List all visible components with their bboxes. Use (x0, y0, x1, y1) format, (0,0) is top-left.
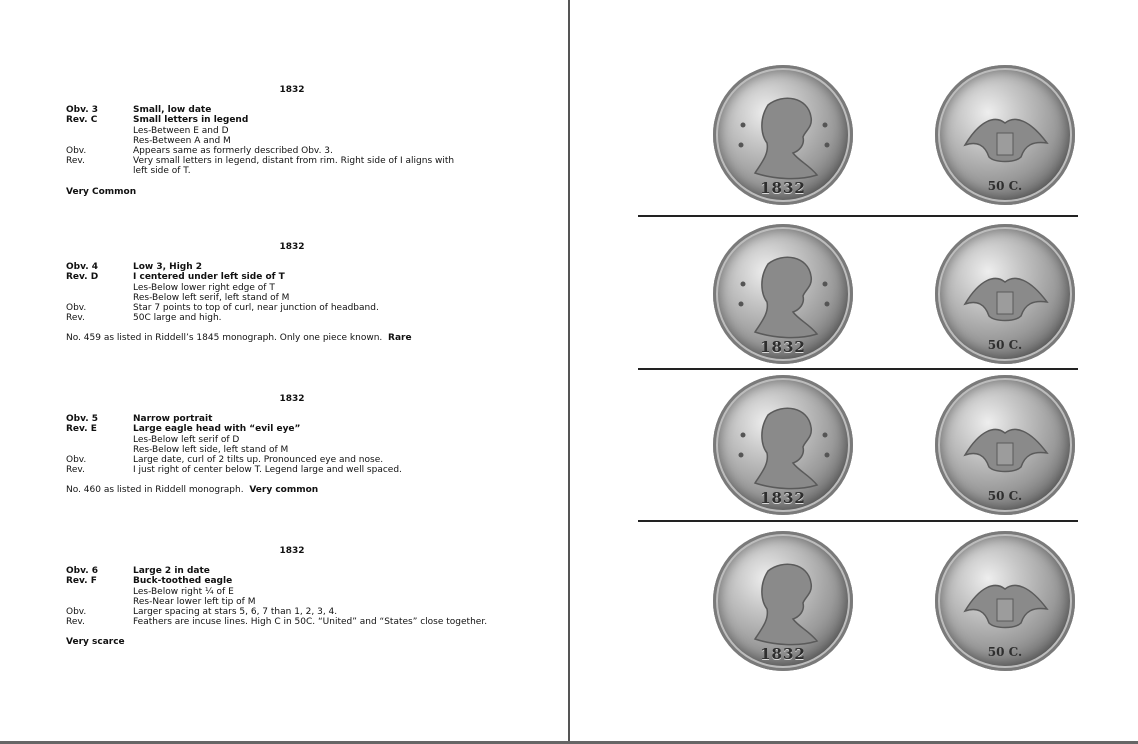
obverse-description: Larger spacing at stars 5, 6, 7 than 1, 2, 3, 4. (133, 607, 338, 618)
entry-year: 1832 (279, 85, 305, 95)
coin-denomination: 50 C. (987, 645, 1023, 659)
reverse-description: Feathers are incuse lines. High C in 50C. “United” and “States” close together. (133, 617, 488, 628)
variety-entry-4 (66, 546, 536, 648)
left-edge-position: Les-Below lower right edge of T (133, 282, 275, 293)
right-edge-position: Res-Between A and M (133, 135, 231, 146)
reverse-desc-label: Rev. (66, 156, 85, 167)
reverse-title: I centered under left side of T (133, 272, 285, 283)
coin-reverse-2 (935, 224, 1075, 364)
rarity-rating: Very scarce (66, 637, 125, 648)
coin-date: 1832 (760, 179, 806, 197)
variety-entry-1 (66, 85, 536, 197)
reverse-label: Rev. D (66, 272, 99, 283)
obverse-description: Star 7 points to top of curl, near junction of headband. (133, 303, 379, 314)
coin-date: 1832 (760, 489, 806, 507)
obverse-desc-label: Obv. (66, 303, 87, 314)
reverse-title: Buck-toothed eagle (133, 576, 233, 587)
coin-obverse-3 (713, 375, 853, 515)
variety-entry-3 (66, 394, 536, 496)
reverse-description: I just right of center below T. Legend large and well spaced. (133, 465, 402, 476)
reverse-title: Large eagle head with “evil eye” (133, 424, 301, 435)
obverse-desc-label: Obv. (66, 607, 87, 618)
obverse-desc-label: Obv. (66, 146, 87, 157)
rarity-rating: Rare (388, 333, 412, 344)
obverse-label: Obv. 6 (66, 566, 99, 577)
reverse-desc-label: Rev. (66, 313, 85, 324)
obverse-label: Obv. 5 (66, 414, 99, 425)
coin-denomination: 50 C. (987, 338, 1023, 352)
coin-date: 1832 (760, 645, 806, 663)
right-edge-position: Res-Below left serif, left stand of M (133, 292, 290, 303)
row-separator (638, 215, 1078, 217)
rarity-note: No. 459 as listed in Riddell’s 1845 monograph. Only one piece known. Rare (66, 333, 412, 344)
obverse-title: Small, low date (133, 105, 212, 116)
coin-date: 1832 (760, 338, 806, 356)
obverse-label: Obv. 3 (66, 105, 99, 116)
left-page (0, 0, 568, 741)
obverse-title: Large 2 in date (133, 566, 210, 577)
obverse-label: Obv. 4 (66, 262, 99, 273)
reverse-label: Rev. F (66, 576, 97, 587)
coin-obverse-2 (713, 224, 853, 364)
obverse-description: Large date, curl of 2 tilts up. Pronounced eye and nose. (133, 455, 384, 466)
reverse-description: Very small letters in legend, distant from rim. Right side of I aligns with left side of T. (133, 156, 455, 177)
right-edge-position: Res-Near lower left tip of M (133, 596, 256, 607)
rarity-note (66, 187, 536, 197)
reverse-desc-label: Rev. (66, 465, 85, 476)
row-separator (638, 368, 1078, 370)
right-edge-position: Res-Below left side, left stand of M (133, 444, 289, 455)
rarity-note: No. 460 as listed in Riddell monograph. Very common (66, 485, 319, 496)
coin-reverse-1 (935, 65, 1075, 205)
left-edge-position: Les-Below left serif of D (133, 434, 240, 445)
reverse-desc-label: Rev. (66, 617, 85, 628)
obverse-description: Appears same as formerly described Obv. 3. (133, 146, 333, 157)
rarity-rating: Very common (249, 485, 319, 496)
coin-denomination: 50 C. (987, 489, 1023, 503)
obverse-desc-label: Obv. (66, 455, 87, 466)
left-edge-position: Les-Below right ¼ of E (133, 586, 234, 597)
reverse-label: Rev. E (66, 424, 97, 435)
obverse-title: Narrow portrait (133, 414, 213, 425)
reverse-label: Rev. C (66, 115, 98, 126)
entry-year: 1832 (279, 394, 305, 404)
row-separator (638, 520, 1078, 522)
coin-reverse-4 (935, 531, 1075, 671)
coin-reverse-3 (935, 375, 1075, 515)
coin-obverse-4 (713, 531, 853, 671)
reverse-description: 50C large and high. (133, 313, 222, 324)
coin-denomination: 50 C. (987, 179, 1023, 193)
obverse-title: Low 3, High 2 (133, 262, 203, 273)
reverse-title: Small letters in legend (133, 115, 249, 126)
entry-year: 1832 (279, 242, 305, 252)
entry-year: 1832 (279, 546, 305, 556)
coin-obverse-1 (713, 65, 853, 205)
rarity-note (66, 637, 536, 647)
rarity-rating: Very Common (66, 186, 137, 197)
variety-entry-2 (66, 242, 536, 344)
left-edge-position: Les-Between E and D (133, 125, 229, 136)
